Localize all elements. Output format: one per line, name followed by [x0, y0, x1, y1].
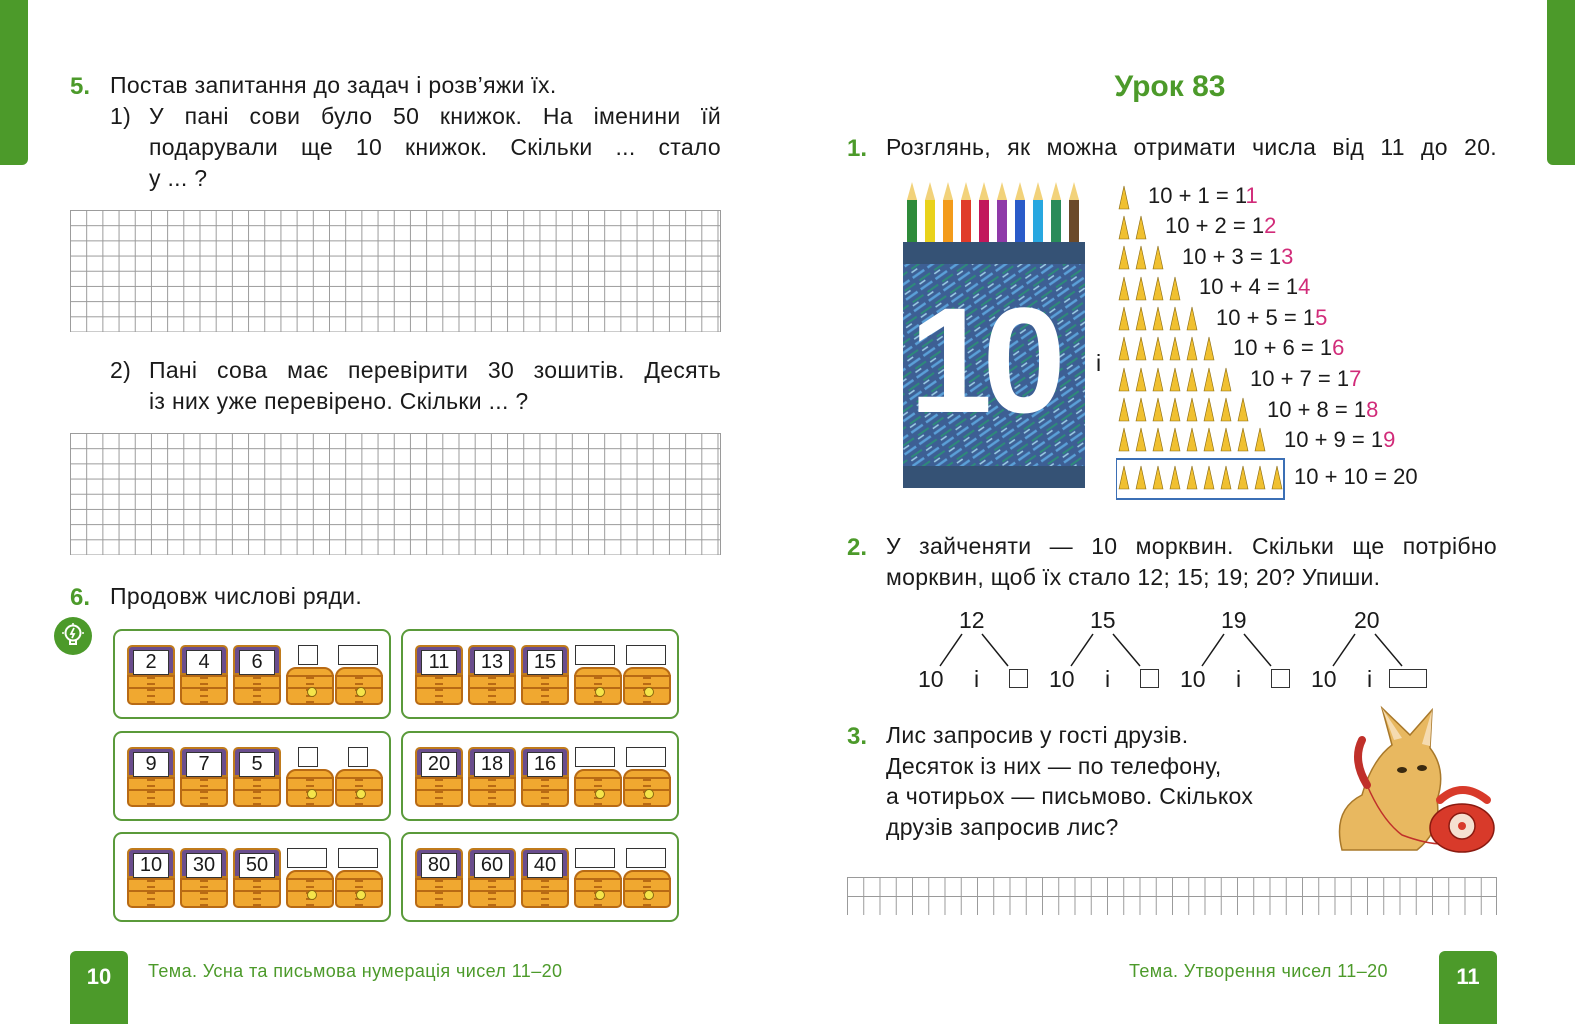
series-number: 13 — [474, 650, 510, 675]
task3-line2: Десяток із них — по телефону, — [886, 753, 1222, 779]
connector-i: і — [1096, 350, 1102, 376]
task5-title: Постав запитання до задач і розв’яжи їх. — [110, 72, 557, 98]
tree-left-number: 10 — [1049, 666, 1075, 692]
task5-number: 5. — [70, 73, 91, 100]
equation: 10 + 10 = 20 — [1294, 464, 1418, 489]
tree-branches — [900, 630, 1460, 670]
chest — [468, 848, 516, 908]
chest — [415, 747, 463, 807]
task6-number: 6. — [70, 584, 91, 611]
page-number-right: 11 — [1439, 951, 1497, 1024]
tree-connector: і — [974, 666, 980, 692]
answer-box[interactable] — [1140, 669, 1159, 688]
series-number: 18 — [474, 752, 510, 777]
chest-panel — [401, 832, 679, 922]
fox-with-telephone-icon — [1322, 700, 1502, 865]
task5-problem1-label: 1) — [110, 103, 132, 129]
left-edge-tab — [0, 0, 28, 165]
chest-panel — [113, 731, 391, 821]
answer-grid-2[interactable] — [70, 433, 721, 555]
closed-chest — [574, 848, 622, 908]
series-number: 6 — [239, 650, 275, 675]
series-number: 30 — [186, 853, 222, 878]
page-number-left: 10 — [70, 951, 128, 1024]
answer-box[interactable] — [1009, 669, 1028, 688]
closed-chest — [286, 848, 334, 908]
pencil-box — [903, 242, 1085, 488]
equation: 10 + 1 = 11 — [1148, 183, 1258, 208]
task3-line1: Лис запросив у гості друзів. — [886, 722, 1189, 748]
equation: 10 + 9 = 19 — [1284, 427, 1396, 452]
series-number: 15 — [527, 650, 563, 675]
closed-chest — [335, 848, 383, 908]
chest — [521, 645, 569, 705]
equation: 10 + 5 = 15 — [1216, 305, 1328, 330]
series-number: 10 — [133, 853, 169, 878]
lesson-title: Урок 83 — [1114, 70, 1226, 103]
closed-chest — [286, 747, 334, 807]
closed-chest — [623, 848, 671, 908]
task1-number: 1. — [847, 135, 868, 162]
series-number: 50 — [239, 853, 275, 878]
equation: 10 + 3 = 13 — [1182, 244, 1294, 269]
chest-panel — [401, 629, 679, 719]
tree-left-number: 10 — [918, 666, 944, 692]
answer-grid-1[interactable] — [70, 210, 721, 332]
chest — [180, 747, 228, 807]
tree-connector: і — [1236, 666, 1242, 692]
task5-problem2-line1: Пані сова має перевірити 30 зошитів. Десять — [149, 357, 721, 383]
tree-top-number: 15 — [1090, 607, 1116, 633]
answer-box[interactable] — [1271, 669, 1290, 688]
closed-chest — [335, 645, 383, 705]
chest — [415, 645, 463, 705]
chest — [415, 848, 463, 908]
task2-number: 2. — [847, 534, 868, 561]
chest — [233, 645, 281, 705]
chest — [180, 848, 228, 908]
pencils-icon — [903, 180, 1085, 244]
series-number: 20 — [421, 752, 457, 777]
task5-problem1-line1: У пані сови було 50 книжок. На іменини їй — [149, 103, 721, 129]
task3-line4: друзів запросив лис? — [886, 814, 1119, 840]
lightbulb-icon — [54, 617, 92, 655]
equation: 10 + 8 = 18 — [1267, 397, 1379, 422]
big-ten: 10 — [909, 276, 1056, 444]
equation: 10 + 7 = 17 — [1250, 366, 1362, 391]
series-number: 2 — [133, 650, 169, 675]
chest — [521, 848, 569, 908]
closed-chest — [286, 645, 334, 705]
tree-top-number: 19 — [1221, 607, 1247, 633]
tree-left-number: 10 — [1180, 666, 1206, 692]
chest-panel — [401, 731, 679, 821]
series-number: 16 — [527, 752, 563, 777]
series-number: 60 — [474, 853, 510, 878]
tree-left-number: 10 — [1311, 666, 1337, 692]
chest — [233, 747, 281, 807]
chest — [468, 645, 516, 705]
answer-grid-3[interactable] — [847, 877, 1497, 915]
chest — [127, 645, 175, 705]
closed-chest — [574, 747, 622, 807]
chest — [468, 747, 516, 807]
tree-connector: і — [1105, 666, 1111, 692]
task2-line2: морквин, щоб їх стало 12; 15; 19; 20? Упиши. — [886, 564, 1381, 590]
right-edge-tab — [1547, 0, 1575, 165]
task2-line1: У зайченяти — 10 морквин. Скільки ще потрібно — [886, 533, 1497, 559]
series-number: 9 — [133, 752, 169, 777]
chest-panel — [113, 629, 391, 719]
chest — [233, 848, 281, 908]
closed-chest — [335, 747, 383, 807]
series-number: 40 — [527, 853, 563, 878]
closed-chest — [623, 747, 671, 807]
series-number: 5 — [239, 752, 275, 777]
tree-top-number: 20 — [1354, 607, 1380, 633]
series-number: 4 — [186, 650, 222, 675]
answer-box[interactable] — [1389, 669, 1427, 688]
equation: 10 + 2 = 12 — [1165, 213, 1277, 238]
task5-problem2-label: 2) — [110, 357, 132, 383]
chest — [180, 645, 228, 705]
task3-line3: а чотирьох — письмово. Скількох — [886, 783, 1254, 809]
task5-problem1-line2: подарували ще 10 книжок. Скільки ... стало — [149, 134, 721, 160]
tree-connector: і — [1367, 666, 1373, 692]
chest-panel — [113, 832, 391, 922]
chest — [127, 848, 175, 908]
equation: 10 + 6 = 16 — [1233, 335, 1345, 360]
chest — [127, 747, 175, 807]
closed-chest — [574, 645, 622, 705]
tree-top-number: 12 — [959, 607, 985, 633]
closed-chest — [623, 645, 671, 705]
series-number: 80 — [421, 853, 457, 878]
series-number: 7 — [186, 752, 222, 777]
task1-title: Розглянь, як можна отримати числа від 11 до 20. — [886, 134, 1497, 160]
task3-number: 3. — [847, 723, 868, 750]
footer-topic-left: Тема. Усна та письмова нумерація чисел 11–20 — [148, 961, 563, 981]
task5-problem1-line3: у ... ? — [149, 165, 208, 191]
equation: 10 + 4 = 14 — [1199, 274, 1311, 299]
footer-topic-right: Тема. Утворення чисел 11–20 — [1129, 961, 1388, 981]
series-number: 11 — [421, 650, 457, 675]
task6-title: Продовж числові ряди. — [110, 583, 363, 609]
task5-problem2-line2: із них уже перевірено. Скільки ... ? — [149, 388, 529, 414]
chest — [521, 747, 569, 807]
